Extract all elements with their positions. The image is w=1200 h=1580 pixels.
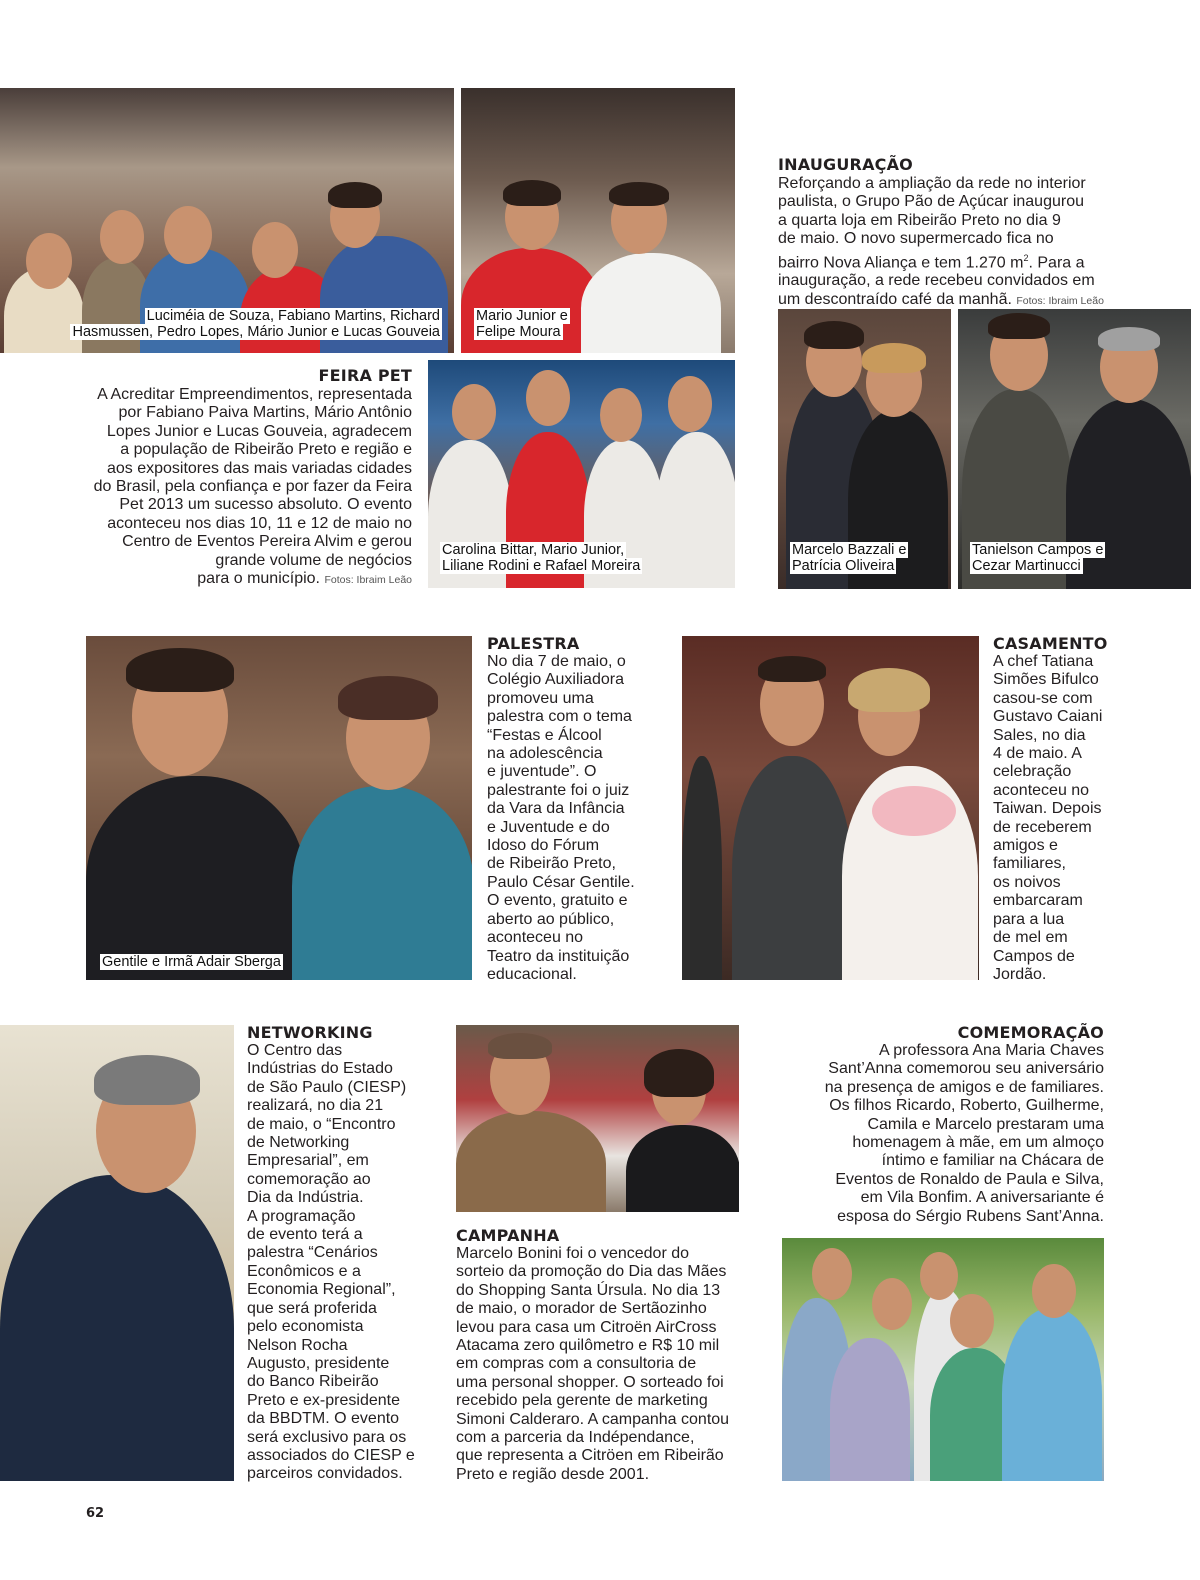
caption-inauguracao-2: Tanielson Campos e Cezar Martinucci — [972, 542, 1104, 574]
heading-campanha: CAMPANHA — [456, 1226, 560, 1245]
photo-casamento — [682, 636, 979, 980]
photo-comemoracao — [782, 1238, 1104, 1481]
body-campanha: Marcelo Bonini foi o vencedor do sorteio da promoção do Dia das Mães do Shopping Santa Úrsula. No dia 13 de maio, o morador de Sertãozinho levou para casa um Citroën AirCross Atacama zero quilômetro e R$ 10 mil em compras com a consultoria de uma personal shopper. O sorteado foi recebido pela gerente de marketing Simoni Calderaro. A campanha contou com a parceria da Indépendance, que representa a Citröen em Ribeirão Preto e região desde 2001. — [456, 1245, 730, 1483]
caption-feira-pet-group: Luciméia de Souza, Fabiano Martins, Richard Hasmussen, Pedro Lopes, Mário Junior e Lucas Gouveia — [72, 308, 440, 340]
heading-casamento: CASAMENTO — [993, 634, 1108, 653]
photo-networking — [0, 1025, 234, 1481]
heading-networking: NETWORKING — [247, 1023, 373, 1042]
body-casamento: A chef Tatiana Simões Bifulco casou-se com Gustavo Caiani Sales, no dia 4 de maio. A celebração aconteceu no Taiwan. Depois de receberem amigos e familiares, os noivos embarcaram para a lua de mel em Campos de Jordão. — [993, 653, 1103, 983]
heading-comemoracao: COMEMORAÇÃO — [957, 1023, 1104, 1042]
caption-inauguracao-1: Marcelo Bazzali e Patrícia Oliveira — [792, 542, 907, 574]
caption-palestra: Gentile e Irmã Adair Sberga — [102, 954, 281, 970]
caption-feira-pet-duo: Mario Junior e Felipe Moura — [476, 308, 568, 340]
credit-feira-pet: Fotos: Ibraim Leão — [324, 574, 412, 587]
body-comemoracao: A professora Ana Maria Chaves Sant’Anna comemorou seu aniversário na presença de amigos e de familiares. Os filhos Ricardo, Roberto, Guilherme, Camila e Marcelo prestaram uma homenagem à mãe, em um almoço íntimo e familiar na Chácara de Eventos de Ronaldo de Paula e Silva, em Vila Bonfim. A aniversariante é esposa do Sérgio Rubens Sant’Anna. — [824, 1042, 1104, 1225]
heading-feira-pet: FEIRA PET — [318, 366, 412, 385]
credit-inauguracao: Fotos: Ibraim Leão — [1016, 294, 1104, 307]
photo-palestra — [86, 636, 472, 980]
photo-campanha — [456, 1025, 739, 1212]
heading-palestra: PALESTRA — [487, 634, 580, 653]
body-feira-pet: A Acreditar Empreendimentos, representada por Fabiano Paiva Martins, Mário Antônio Lopes Junior e Lucas Gouveia, agradecem a população de Ribeirão Preto e região e aos expositores das mais variadas cidades do Brasil, pela confiança e por fazer da Feira Pet 2013 um sucesso absoluto. O evento aconteceu nos dias 10, 11 e 12 de maio no Centro de Eventos Pereira Alvim e gerou grande volume de negócios para o município. Fotos: Ibraim Leão — [93, 386, 412, 588]
page-number: 62 — [86, 1506, 105, 1521]
heading-inauguracao: INAUGURAÇÃO — [778, 155, 913, 174]
body-inauguracao: Reforçando a ampliação da rede no interior paulista, o Grupo Pão de Açúcar inaugurou a quarta loja em Ribeirão Preto no dia 9 de maio. O novo supermercado fica no bairro Nova Aliança e tem 1.270 $m^2$. Para a inauguração, a rede recebeu convidados em um descontraído café da manhã. Fotos: Ibraim Leão — [778, 175, 1104, 308]
caption-feira-pet-four: Carolina Bittar, Mario Junior, Liliane Rodini e Rafael Moreira — [442, 542, 641, 574]
body-networking: O Centro das Indústrias do Estado de São Paulo (CIESP) realizará, no dia 21 de maio, o “Encontro de Networking Empresarial”, em comemoração ao Dia da Indústria. A programação de evento terá a palestra “Cenários Econômicos e a Economia Regional”, que será proferida pelo economista Nelson Rocha Augusto, presidente do Banco Ribeirão Preto e ex-presidente da BBDTM. O evento será exclusivo para os associados do CIESP e parceiros convidados. — [247, 1042, 415, 1483]
body-palestra: No dia 7 de maio, o Colégio Auxiliadora promoveu uma palestra com o tema “Festas e Álcool na adolescência e juventude”. O palestrante foi o juiz da Vara da Infância e Juventude e do Idoso do Fórum de Ribeirão Preto, Paulo César Gentile. O evento, gratuito e aberto ao público, aconteceu no Teatro da instituição educacional. — [487, 653, 635, 983]
